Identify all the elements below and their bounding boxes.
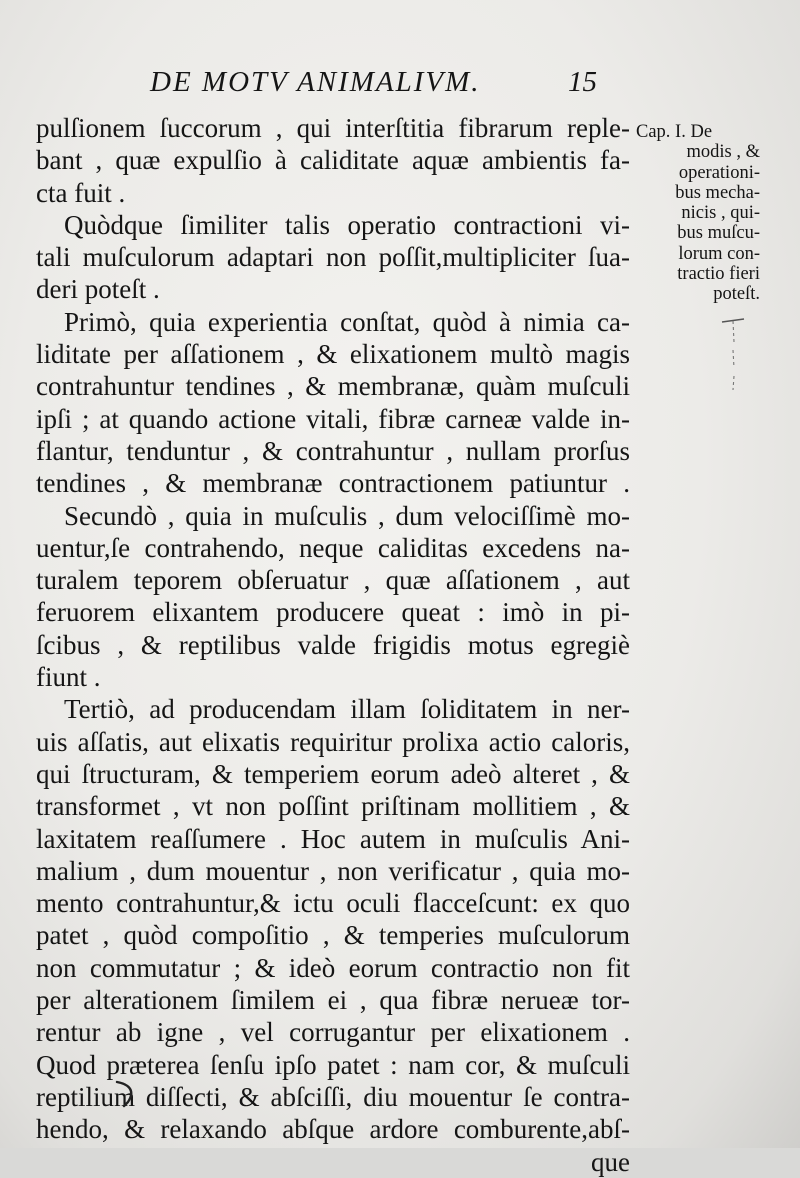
text-line: tali muſculorum adaptari non poſſit,multipliciter ſua- (36, 242, 630, 273)
text-line: reptilium diſſecti, & abſciſſi, diu mouentur ſe contra- (36, 1081, 630, 1112)
text-line: malium , dum mouentur , non verificatur , quia mo- (36, 855, 630, 886)
text-line: Secundò , quia in muſculis , dum velociſſimè mo- (64, 500, 630, 531)
margin-note-line: Cap. I. De (636, 122, 713, 142)
margin-note-line: operationi- (678, 162, 760, 183)
text-line: patet , quòd compoſitio , & temperies muſculorum (36, 920, 630, 951)
margin-note-line: lorum con- (678, 243, 760, 264)
running-head (0, 66, 800, 106)
margin-note-line: nicis , qui- (681, 203, 760, 224)
margin-note-line: tractio fieri (677, 264, 760, 285)
text-line: qui ſtructuram, & temperiem eorum adeò alteret , & (36, 758, 630, 789)
text-line: liditate per aſſationem , & elixationem multò magis (36, 339, 630, 370)
margin-note-line: bus mecha- (675, 182, 760, 203)
text-line: cta fuit . (36, 177, 126, 208)
text-line: flantur, tenduntur , & contrahuntur , nullam prorſus (36, 435, 630, 466)
text-line: hendo, & relaxando abſque ardore comburente,abſ- (36, 1114, 630, 1145)
text-line: bant , quæ expulſio à caliditate aquæ ambientis fa- (36, 145, 630, 176)
text-line: per alterationem ſimilem ei , qua fibræ nerueæ tor- (36, 985, 630, 1016)
text-line: Tertiò, ad producendam illam ſoliditatem in ner- (64, 694, 630, 725)
text-line: Quòdque ſimiliter talis operatio contractioni vi- (64, 209, 630, 240)
text-line: deri poteſt . (36, 274, 160, 305)
running-head-title: DE MOTV ANIMALIVM. (150, 66, 481, 98)
text-line: laxitatem reaſſumere . Hoc autem in muſculis Ani- (36, 823, 630, 854)
page-number: 15 (568, 66, 597, 98)
text-line: non commutatur ; & ideò eorum contractio non fit (36, 952, 630, 983)
margin-note-line: modis , & (686, 142, 760, 163)
stray-ink-mark (112, 1076, 142, 1110)
text-line: Primò, quia experientia conſtat, quòd à nimia ca- (64, 306, 630, 337)
text-line: fiunt . (36, 662, 101, 693)
text-line: rentur ab igne , vel corrugantur per elixationem . (36, 1017, 630, 1048)
margin-note-line: bus muſcu- (677, 223, 760, 244)
text-line: turalem teporem obſeruatur , quæ aſſationem , aut (36, 565, 630, 596)
text-line: ipſi ; at quando actione vitali, fibræ carneæ valde in- (36, 403, 630, 434)
margin-note (636, 122, 760, 305)
text-line: mento contrahuntur,& ictu oculi flacceſcunt: ex quo (36, 888, 630, 919)
text-line: Quod præterea ſenſu ipſo patet : nam cor, & muſculi (36, 1049, 630, 1080)
catchword: que (591, 1146, 630, 1177)
text-line: uis aſſatis, aut elixatis requiritur prolixa actio caloris, (36, 726, 630, 757)
text-line: pulſionem ſuccorum , qui interſtitia fibrarum reple- (36, 113, 630, 143)
ink-stain-mark (718, 316, 748, 406)
text-line: transformet , vt non poſſint priſtinam mollitiem , & (36, 791, 630, 822)
margin-note-line: poteſt. (713, 284, 760, 305)
text-line: contrahuntur tendines , & membranæ, quàm muſculi (36, 371, 630, 402)
text-line: ſcibus , & reptilibus valde frigidis motus egregiè (36, 629, 630, 660)
text-line: feruorem elixantem producere queat : imò in pi- (36, 597, 630, 628)
text-line: tendines , & membranæ contractionem patiuntur . (36, 468, 630, 499)
body-text (36, 112, 630, 1178)
text-line: uentur,ſe contrahendo, neque caliditas excedens na- (36, 532, 630, 563)
